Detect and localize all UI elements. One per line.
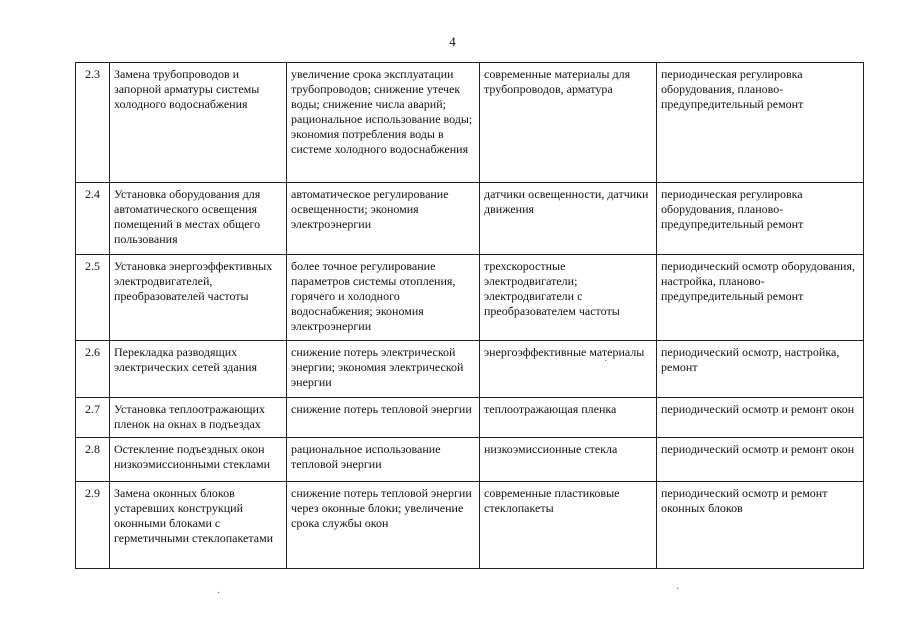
measure-cell: Установка оборудования для автоматического освещения помещений в местах общего пользования — [110, 183, 287, 255]
table-row — [76, 398, 864, 438]
maintenance-cell: периодическая регулировка оборудования, планово-предупредительный ремонт — [657, 183, 864, 255]
row-number: 2.6 — [76, 341, 110, 398]
effect-cell: более точное регулирование параметров системы отопления, горячего и холодного водоснабжения; экономия электроэнергии — [287, 255, 480, 341]
maintenance-cell: периодический осмотр и ремонт оконных блоков — [657, 482, 864, 569]
measure-cell: Замена оконных блоков устаревших конструкций оконными блоками с герметичными стеклопакетами — [110, 482, 287, 569]
scan-speck: · — [676, 584, 680, 595]
materials-cell: низкоэмиссионные стекла — [480, 438, 657, 482]
table-row — [76, 438, 864, 482]
row-number: 2.4 — [76, 183, 110, 255]
table-row — [76, 482, 864, 569]
effect-cell: снижение потерь тепловой энергии — [287, 398, 480, 438]
materials-cell: теплоотражающая пленка — [480, 398, 657, 438]
row-number: 2.9 — [76, 482, 110, 569]
scan-speck: · — [217, 588, 221, 599]
measure-cell: Установка энергоэффективных электродвигателей, преобразователей частоты — [110, 255, 287, 341]
table-row — [76, 341, 864, 398]
maintenance-cell: периодическая регулировка оборудования, планово-предупредительный ремонт — [657, 63, 864, 183]
maintenance-cell: периодический осмотр и ремонт окон — [657, 398, 864, 438]
maintenance-cell: периодический осмотр, настройка, ремонт — [657, 341, 864, 398]
effect-cell: снижение потерь электрической энергии; экономия электрической энергии — [287, 341, 480, 398]
measure-cell: Перекладка разводящих электрических сетей здания — [110, 341, 287, 398]
measure-cell: Установка теплоотражающих пленок на окнах в подъездах — [110, 398, 287, 438]
effect-cell: снижение потерь тепловой энергии через оконные блоки; увеличение срока службы окон — [287, 482, 480, 569]
effect-cell: увеличение срока эксплуатации трубопроводов; снижение утечек воды; снижение числа аварий; рациональное использование воды; экономия потребления воды в системе холодного водоснабжения — [287, 63, 480, 183]
materials-cell: трехскоростные электродвигатели; электродвигатели с преобразователем частоты — [480, 255, 657, 341]
maintenance-cell: периодический осмотр оборудования, настройка, планово-предупредительный ремонт — [657, 255, 864, 341]
materials-cell: датчики освещенности, датчики движения — [480, 183, 657, 255]
materials-cell: энергоэффективные материалы — [480, 341, 657, 398]
maintenance-cell: периодический осмотр и ремонт окон — [657, 438, 864, 482]
materials-cell: современные материалы для трубопроводов, арматура — [480, 63, 657, 183]
materials-cell: современные пластиковые стеклопакеты — [480, 482, 657, 569]
page-number: 4 — [449, 34, 456, 49]
row-number: 2.3 — [76, 63, 110, 183]
table-row — [76, 183, 864, 255]
table-row — [76, 63, 864, 183]
scan-speck: · — [604, 356, 608, 367]
effect-cell: рациональное использование тепловой энергии — [287, 438, 480, 482]
effect-cell: автоматическое регулирование освещенности; экономия электроэнергии — [287, 183, 480, 255]
row-number: 2.7 — [76, 398, 110, 438]
measures-table — [75, 62, 864, 569]
table-row — [76, 255, 864, 341]
measure-cell: Остекление подъездных окон низкоэмиссионными стеклами — [110, 438, 287, 482]
row-number: 2.8 — [76, 438, 110, 482]
row-number: 2.5 — [76, 255, 110, 341]
measure-cell: Замена трубопроводов и запорной арматуры системы холодного водоснабжения — [110, 63, 287, 183]
